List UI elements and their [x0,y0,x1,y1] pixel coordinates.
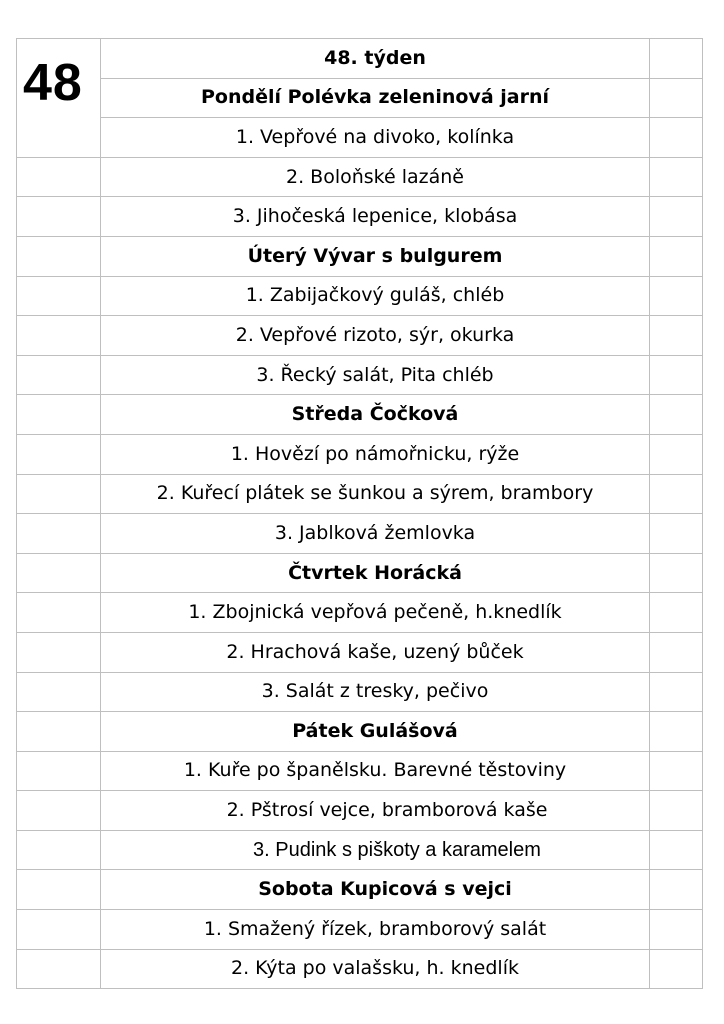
empty-cell [650,949,703,989]
week-title: 48. týden [324,46,426,69]
week-column-cell [17,910,101,950]
empty-cell [650,316,703,356]
week-column-cell [17,632,101,672]
table-row [17,78,703,118]
table-row [17,910,703,950]
empty-cell [650,434,703,474]
menu-item-cell [101,276,650,316]
empty-cell [650,78,703,118]
week-column-cell [17,276,101,316]
table-row [17,593,703,633]
table-row [17,830,703,870]
table-row [17,514,703,554]
menu-item-cell [101,316,650,356]
menu-item-cell [101,355,650,395]
day-heading-cell [101,553,650,593]
empty-cell [650,157,703,197]
week-column-cell [17,395,101,435]
menu-item: 3. Pudink s piškoty a karamelem [253,839,541,862]
menu-item: 2. Hrachová kaše, uzený bůček [226,640,524,663]
menu-item-cell [101,949,650,989]
week-column-cell [17,197,101,237]
table-row [17,395,703,435]
empty-cell [650,197,703,237]
week-column-cell [17,751,101,791]
day-heading-cell [101,870,650,910]
empty-cell [650,712,703,752]
menu-item-cell [101,118,650,158]
menu-item: 2. Pštrosí vejce, bramborová kaše [226,799,548,822]
table-row [17,791,703,831]
empty-cell [650,672,703,712]
menu-item-cell [101,751,650,791]
table-row [17,118,703,158]
menu-item-cell [101,474,650,514]
day-heading-saturday: Sobota Kupicová s vejci [258,878,512,901]
menu-item-cell [101,593,650,633]
empty-cell [650,39,703,79]
day-heading-cell [101,236,650,276]
week-column-cell [17,949,101,989]
table-row [17,355,703,395]
week-column-cell [17,593,101,633]
table-row [17,672,703,712]
empty-cell [650,474,703,514]
empty-cell [650,236,703,276]
menu-item-cell [101,791,650,831]
week-column-cell [17,355,101,395]
table-row [17,316,703,356]
menu-item: 1. Hovězí po námořnicku, rýže [230,442,520,465]
menu-item: 2. Kýta po valašsku, h. knedlík [231,957,519,980]
empty-cell [650,395,703,435]
empty-cell [650,870,703,910]
menu-item: 3. Salát z tresky, pečivo [261,680,489,703]
table-row [17,197,703,237]
table-row [17,474,703,514]
table-row [17,39,703,79]
menu-item-cell [101,197,650,237]
menu-item: 2. Kuřecí plátek se šunkou a sýrem, brambory [156,482,594,505]
week-title-cell [101,39,650,79]
table-row [17,157,703,197]
menu-item-cell [101,434,650,474]
week-column-cell [17,434,101,474]
week-column-cell [17,514,101,554]
empty-cell [650,514,703,554]
menu-item: 1. Zbojnická vepřová pečeně, h.knedlík [188,601,562,624]
week-number: 48 [23,54,83,112]
table-row [17,553,703,593]
menu-item: 2. Vepřové rizoto, sýr, okurka [235,323,515,346]
table-row [17,276,703,316]
week-column-cell [17,316,101,356]
menu-item: 3. Řecký salát, Pita chléb [256,363,494,386]
day-heading-thursday: Čtvrtek Horácká [288,561,462,584]
empty-cell [650,830,703,870]
empty-cell [650,118,703,158]
table-row [17,434,703,474]
day-heading-monday: Pondělí Polévka zeleninová jarní [201,86,549,109]
menu-item: 1. Vepřové na divoko, kolínka [235,125,515,148]
weekly-menu-table [16,38,703,989]
menu-item: 3. Jihočeská lepenice, klobása [232,205,518,228]
menu-item: 3. Jablková žemlovka [274,521,476,544]
table-row [17,949,703,989]
week-column-cell [17,791,101,831]
week-column-cell [17,830,101,870]
menu-item-cell [101,672,650,712]
table-row [17,236,703,276]
day-heading-wednesday: Středa Čočková [291,403,459,426]
menu-item-cell [101,514,650,554]
empty-cell [650,553,703,593]
week-number-cell [17,39,101,158]
week-column-cell [17,157,101,197]
menu-item-cell [101,157,650,197]
table-row [17,712,703,752]
day-heading-friday: Pátek Gulášová [292,719,458,742]
empty-cell [650,751,703,791]
week-column-cell [17,474,101,514]
day-heading-cell [101,395,650,435]
week-column-cell [17,672,101,712]
week-column-cell [17,553,101,593]
table-row [17,632,703,672]
week-column-cell [17,236,101,276]
menu-item: 1. Kuře po španělsku. Barevné těstoviny [183,759,567,782]
day-heading-cell [101,712,650,752]
menu-item-cell [101,632,650,672]
day-heading-cell [101,78,650,118]
table-row [17,870,703,910]
empty-cell [650,791,703,831]
menu-item-cell [101,910,650,950]
week-column-cell [17,712,101,752]
empty-cell [650,593,703,633]
day-heading-tuesday: Úterý Vývar s bulgurem [247,244,503,267]
menu-item: 1. Smažený řízek, bramborový salát [203,917,547,940]
week-column-cell [17,870,101,910]
empty-cell [650,355,703,395]
empty-cell [650,632,703,672]
menu-item: 1. Zabijačkový guláš, chléb [245,284,505,307]
menu-item: 2. Boloňské lazáně [286,165,464,188]
table-row [17,751,703,791]
menu-item-cell [101,830,650,870]
empty-cell [650,910,703,950]
empty-cell [650,276,703,316]
